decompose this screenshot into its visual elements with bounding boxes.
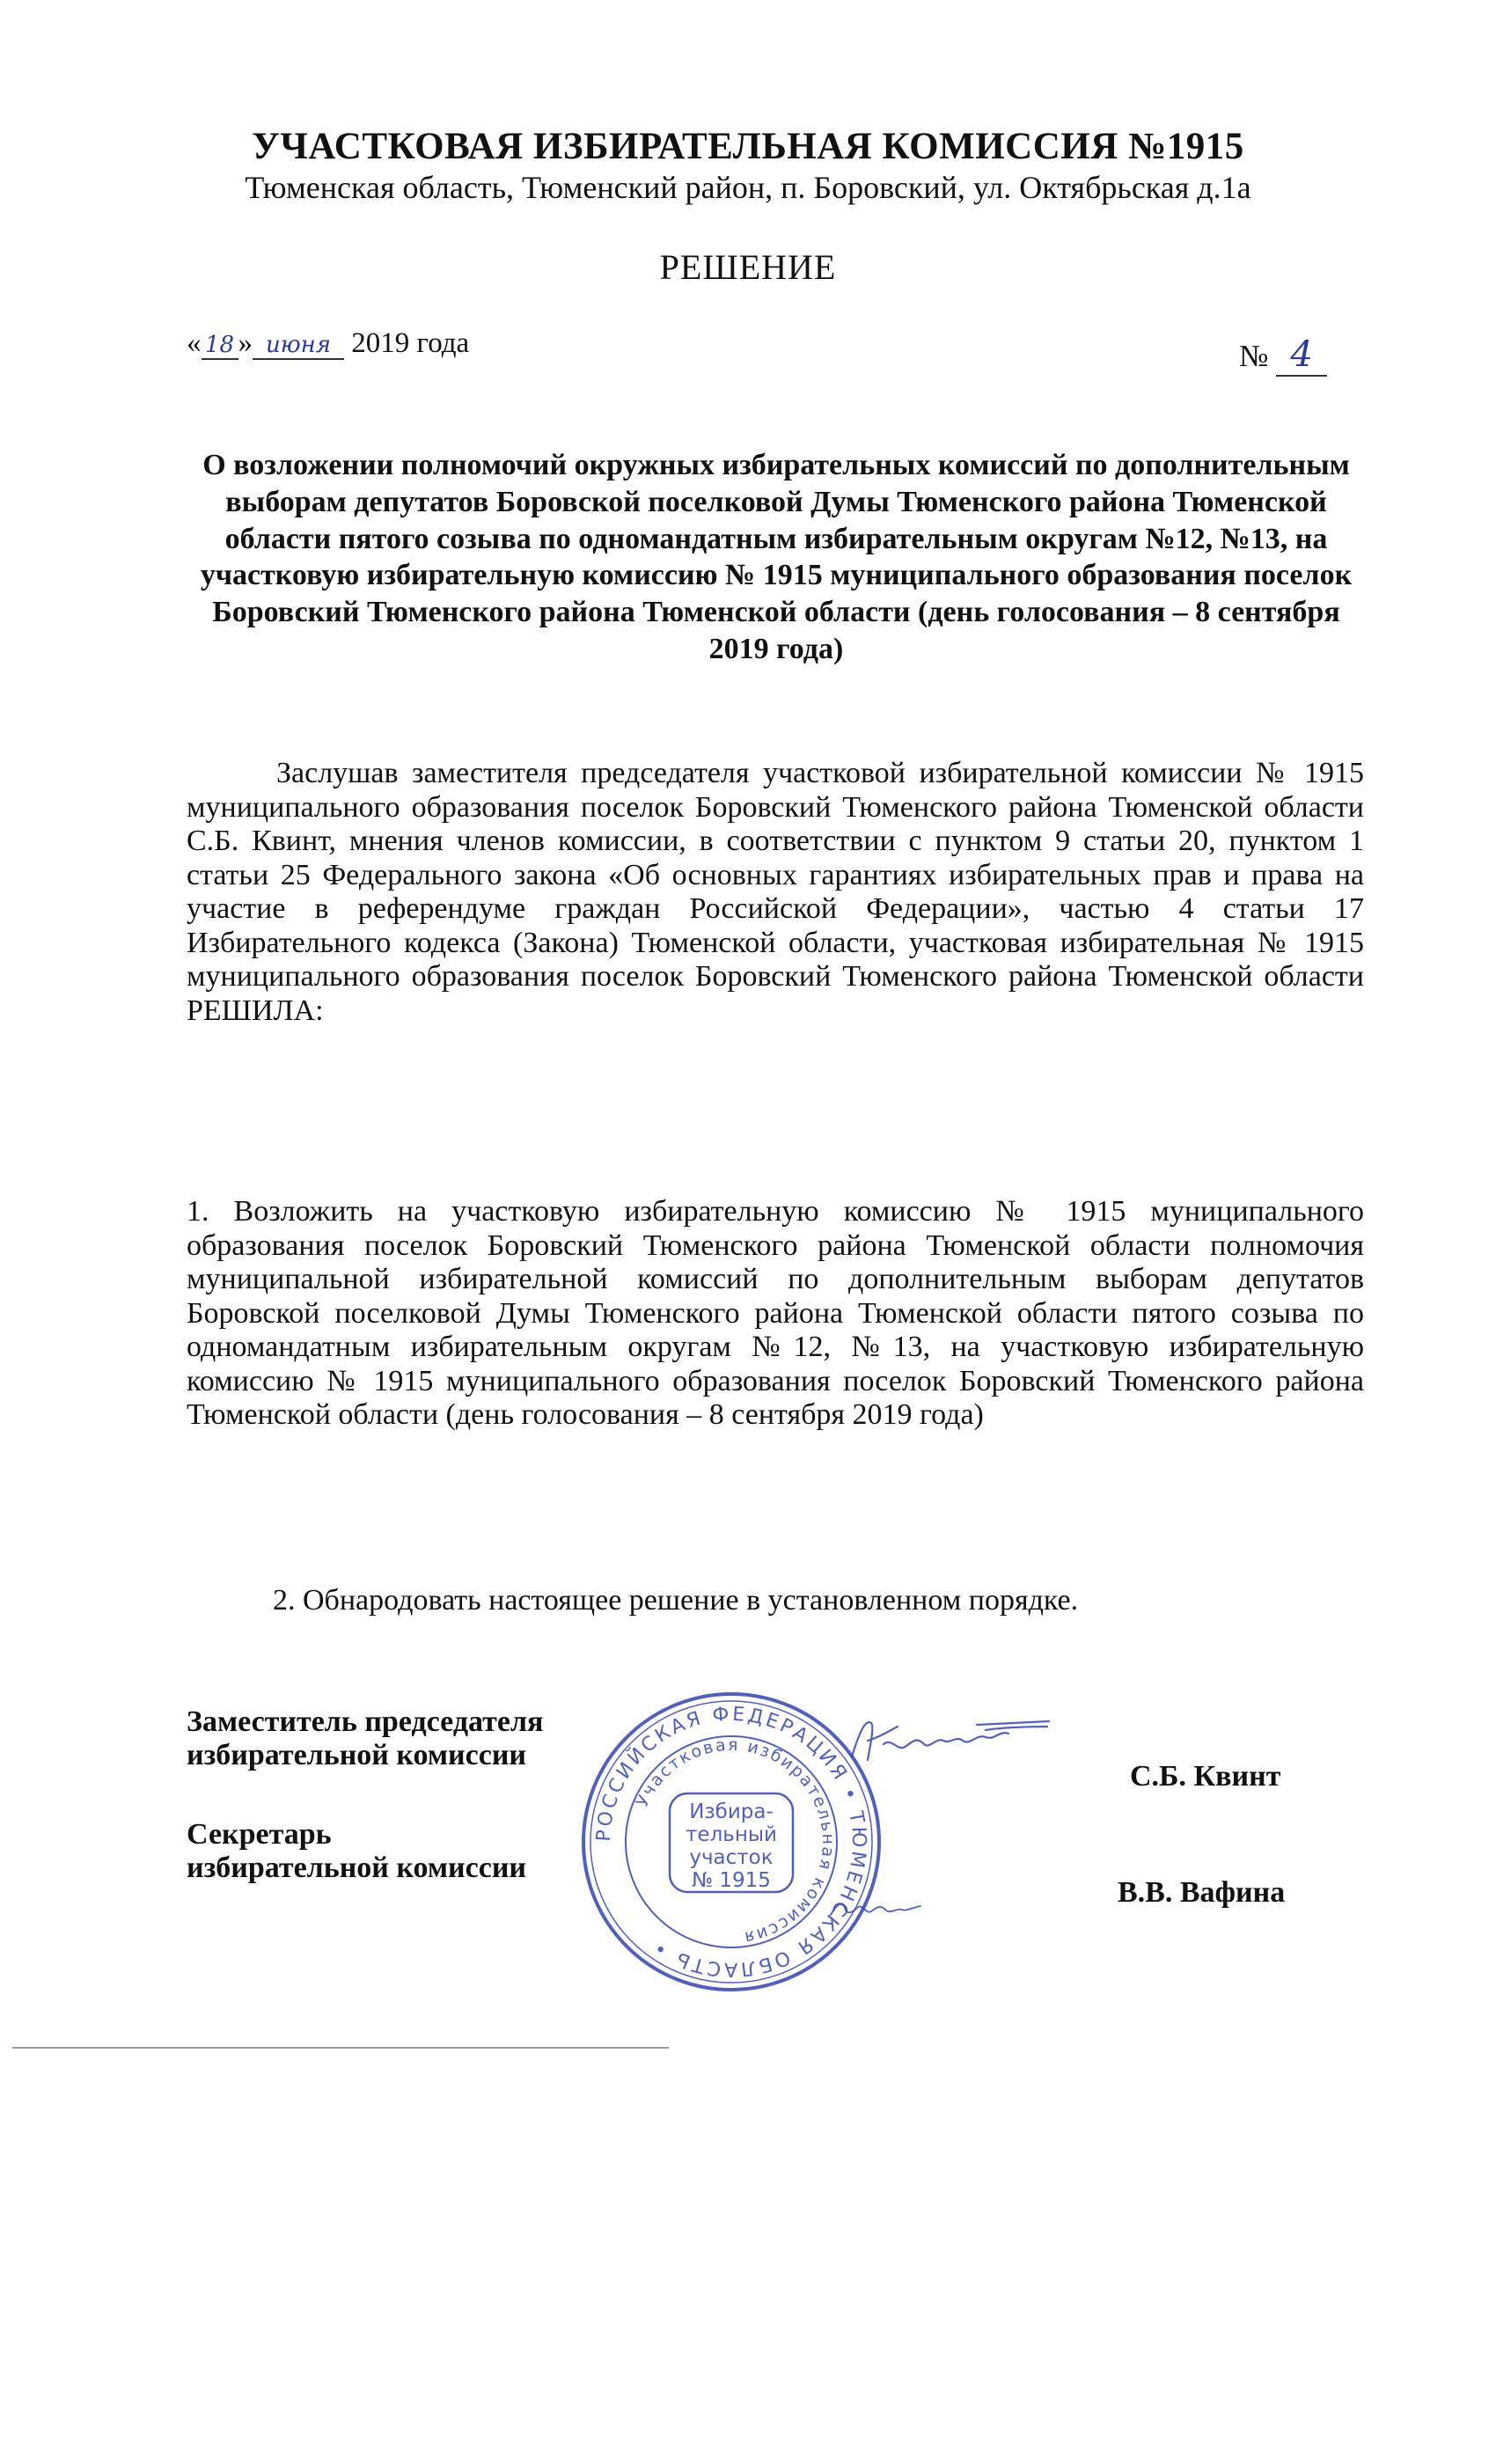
organization-address: Тюменская область, Тюменский район, п. Боровский, ул. Октябрьская д.1а [245,170,1251,205]
document-number [1239,334,1327,377]
bottom-divider [12,2047,669,2049]
seal-inner-text-path: Участковая избирательная комиссия [632,1734,839,1948]
document-subject: О возложении полномочий окружных избирательных комиссий по дополнительным выборам депутатов Боровской поселковой Думы Тюменского района Тюменской области пятого созыва по одномандатным избирательным округам №12, №13, на участковую избирательную комиссию № 1915 муниципального образования поселок Боровский Тюменского района Тюменской области (день голосования – 8 сентября 2019 года) [200,449,1353,665]
decision-item-1: 1. Возложить на участковую избирательную комиссию № 1915 муниципального образования поселок Боровский Тюменского района Тюменской области полномочия муниципальной избирательной комиссий по дополнительным выборам депутатов Боровской поселковой Думы Тюменского района Тюменской области пятого созыва по одномандатным избирательным округам №12, №13, на участковую избирательную комиссию № 1915 муниципального образования поселок Боровский Тюменского района Тюменской области (день голосования – 8 сентября 2019 года) [187,1195,1364,1431]
signatory-role-deputy-chair [187,1705,543,1772]
number-value-handwritten: 4 [1276,334,1327,377]
document-type: РЕШЕНИЕ [659,247,837,287]
organization-title: УЧАСТКОВАЯ ИЗБИРАТЕЛЬНАЯ КОМИССИЯ №1915 [252,126,1244,167]
seal-center-line: тельный [686,1823,777,1846]
signatory-name-deputy-chair: С.Б. Квинт [1130,1760,1281,1793]
seal-center-line: участок [689,1846,774,1869]
date-open-quote: « [187,327,202,359]
date-day-handwritten: 18 [202,332,238,360]
commission-seal-stamp [579,1690,884,1994]
date-close-quote: » [238,327,253,359]
role-line: избирательной комиссии [187,1739,527,1771]
intro-paragraph: Заслушав заместителя председателя участковой избирательной комиссии № 1915 муниципального образования поселок Боровский Тюменского района Тюменской области С.Б. Квинт, мнения членов комиссии, в соответствии с пунктом 9 статьи 20, пунктом 1 статьи 25 Федерального закона «Об основных гарантиях избирательных прав и права на участие в референдуме граждан Российской Федерации», частью 4 статьи 17 Избирательного кодекса (Закона) Тюменской области, участковая избирательная № 1915 муниципального образования поселок Боровский Тюменского района Тюменской области РЕШИЛА: [187,757,1364,1027]
number-sign: № [1239,339,1277,373]
seal-center-line: Избира- [689,1800,774,1823]
seal-outer-text-path: РОССИЙСКАЯ ФЕДЕРАЦИЯ • ТЮМЕНСКАЯ ОБЛАСТЬ • [592,1703,870,1981]
signatory-name-secretary: В.В. Вафина [1118,1876,1286,1909]
decision-item-2: 2. Обнародовать настоящее решение в установленном порядке. [273,1584,1079,1617]
role-line: избирательной комиссии [187,1852,527,1884]
seal-center-line: № 1915 [692,1869,771,1892]
role-line: Заместитель председателя [187,1705,544,1738]
date-month-handwritten: июня [253,332,344,360]
signatory-role-secretary [187,1818,526,1885]
signature-scribble-deputy-chair [845,1711,1056,1772]
role-line: Секретарь [187,1818,332,1851]
signature-scribble-secretary [825,1888,931,1927]
document-date [187,327,469,360]
date-year: 2019 года [344,327,470,359]
